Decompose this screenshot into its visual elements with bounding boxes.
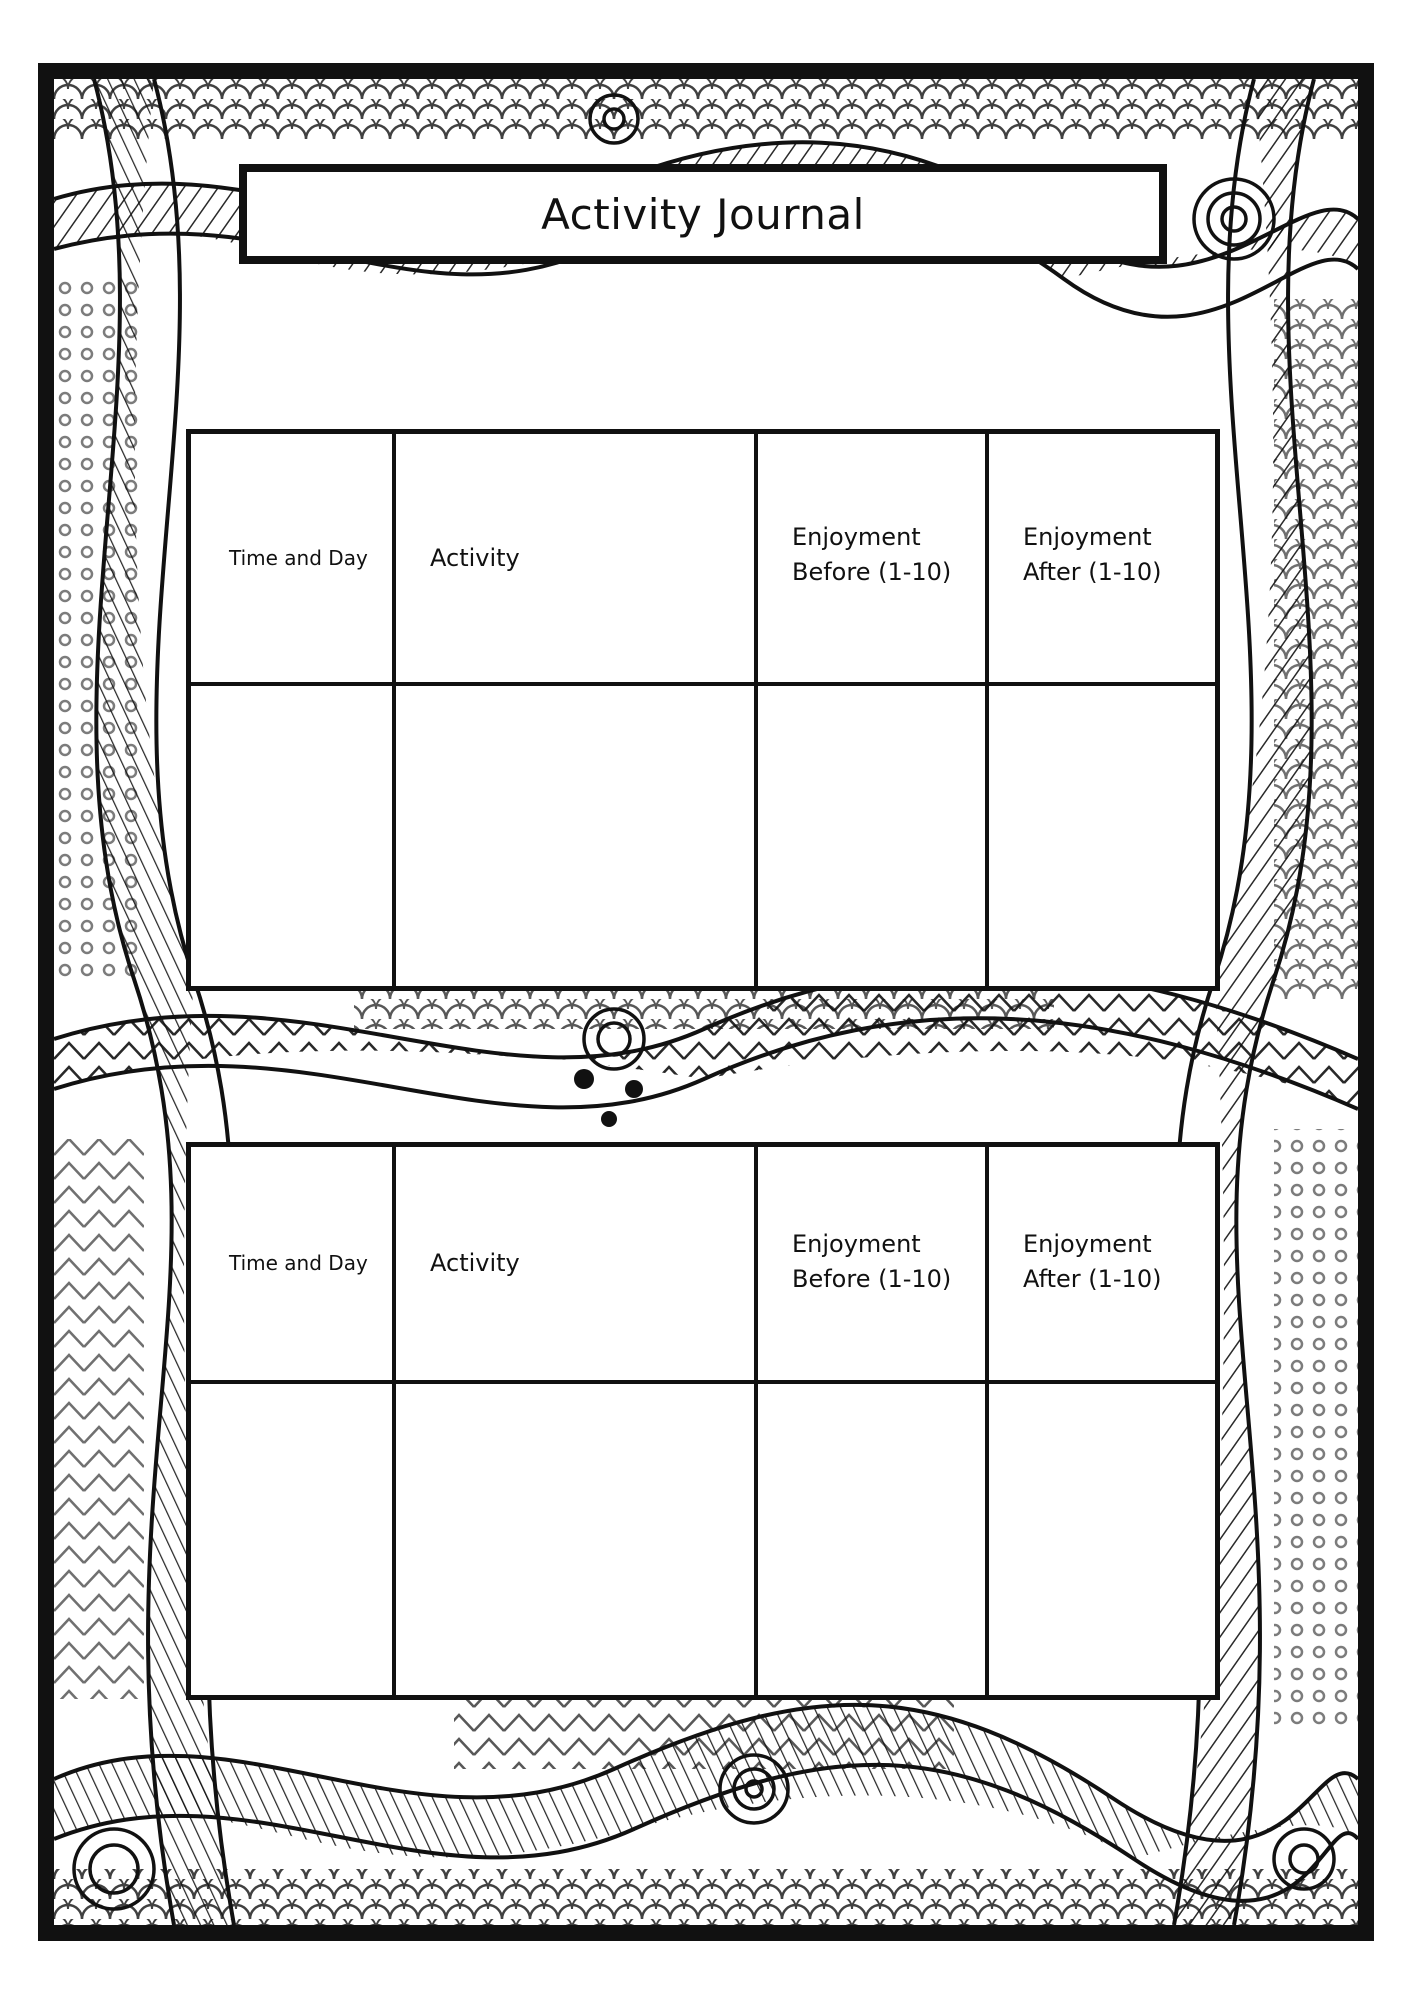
- header-time-and-day: Time and Day: [191, 1147, 396, 1384]
- page-title: Activity Journal: [239, 164, 1167, 264]
- activity-table: [186, 429, 1220, 991]
- page-frame: [38, 63, 1374, 1941]
- cell-enjoyment-after[interactable]: [989, 1384, 1215, 1695]
- cell-enjoyment-after[interactable]: [989, 686, 1215, 986]
- cell-enjoyment-before[interactable]: [758, 1384, 989, 1695]
- cell-enjoyment-before[interactable]: [758, 686, 989, 986]
- cell-activity[interactable]: [396, 1384, 758, 1695]
- activity-table: [186, 1142, 1220, 1700]
- header-enjoyment-after: Enjoyment After (1-10): [989, 434, 1215, 686]
- header-time-and-day: Time and Day: [191, 434, 396, 686]
- header-enjoyment-before: Enjoyment Before (1-10): [758, 1147, 989, 1384]
- cell-activity[interactable]: [396, 686, 758, 986]
- header-activity: Activity: [396, 1147, 758, 1384]
- cell-time-and-day[interactable]: [191, 686, 396, 986]
- header-activity: Activity: [396, 434, 758, 686]
- cell-time-and-day[interactable]: [191, 1384, 396, 1695]
- header-enjoyment-after: Enjoyment After (1-10): [989, 1147, 1215, 1384]
- header-enjoyment-before: Enjoyment Before (1-10): [758, 434, 989, 686]
